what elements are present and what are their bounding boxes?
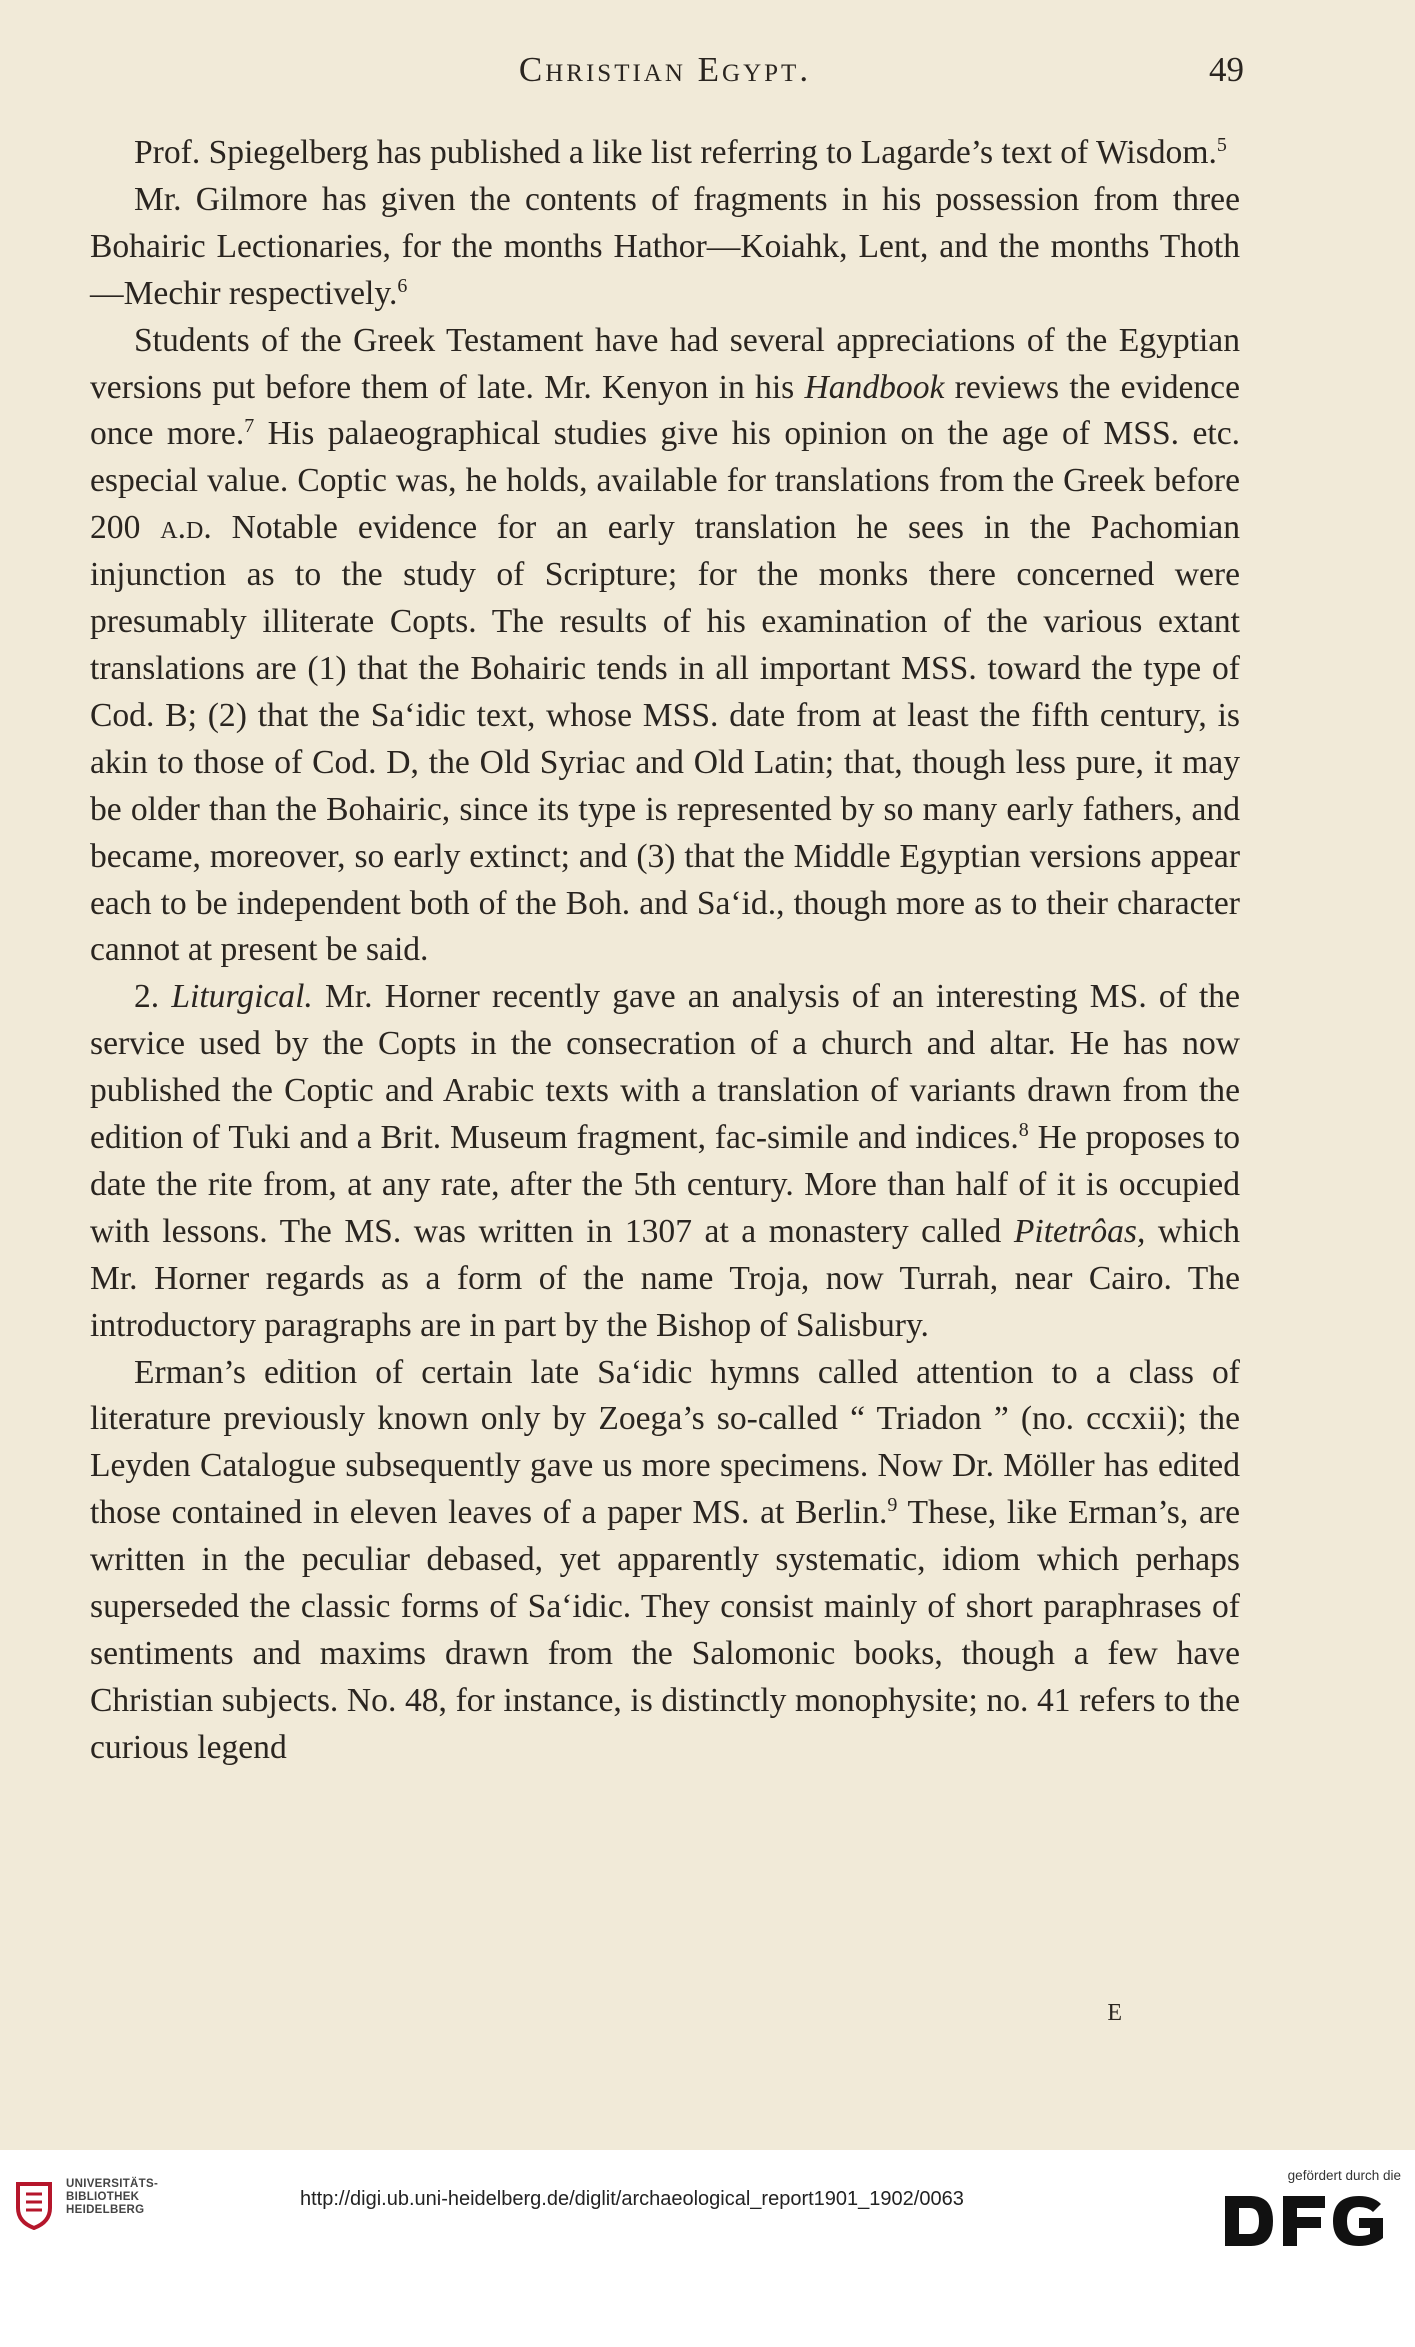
library-name <box>66 2178 196 2217</box>
paragraph-text: His palaeographical studies give his opinion on the age of MSS. etc. especial value. Coptic was, he holds, available for translations from the Greek before 200 <box>90 415 1240 547</box>
paragraph-text: Notable evidence for an early translation he sees in the Pachomian injunction as to the study of Scripture; for the monks there concerned were presumably illiterate Copts. The results of his examination of the various extant translations are (1) that the Bohairic tends in all important MSS. toward the type of Cod. B; (2) that the Sa‘idic text, whose MSS. date from at least the fifth century, is akin to those of Cod. D, the Old Syriac and Old Latin; that, though less pure, it may be older than the Bohairic, since its type is represented by so many early fathers, and became, moreover, so early extinct; and (3) that the Middle Egyptian versions appear each to be independent both of the Boh. and Sa‘id., though more as to their character cannot at present be said. <box>90 509 1241 969</box>
footnote-ref: 8 <box>1018 1119 1029 1142</box>
library-name-line: BIBLIOTHEK <box>66 2191 140 2203</box>
dfg-logo-icon <box>1221 2190 1401 2252</box>
page-number: 49 <box>1209 50 1244 89</box>
signature-mark: E <box>1107 2000 1123 2026</box>
italic-place-name: Pitetrôas, <box>1013 1212 1146 1250</box>
paragraph-text: Prof. Spiegelberg has published a like list referring to Lagarde’s text of Wisdom. <box>134 134 1217 171</box>
running-head <box>90 50 1244 106</box>
paragraph-greek-testament <box>90 318 1240 975</box>
paragraph-text: which Mr. Horner regards as a form of the name Troja, now Turrah, near Cairo. The introductory paragraphs are in part by the Bishop of Salisbury. <box>90 1212 1240 1344</box>
paragraph-text: Erman’s edition of certain late Sa‘idic hymns called attention to a class of literature previously known only by Zoega’s so-called “ Triadon ” (no. cccxii); the Leyden Catalogue subsequently gave us more specimens. Now Dr. Möller has edited those contained in eleven leaves of a paper MS. at Berlin. <box>90 1353 1240 1532</box>
section-heading: Liturgical. <box>171 978 313 1016</box>
section-number: 2. <box>134 978 172 1016</box>
paragraph-text: He proposes to date the rite from, at any rate, after the 5th century. More than half of it is occupied with lessons. The MS. was written in 1307 at a monastery called <box>90 1119 1240 1250</box>
dfg-logo <box>1201 2190 1401 2254</box>
paragraph-text: Students of the Greek Testament have had several appreciations of the Egyptian versions put before them of late. Mr. Kenyon in his <box>90 321 1240 406</box>
library-name-line: HEIDELBERG <box>66 2204 145 2216</box>
library-name-line: UNIVERSITÄTS- <box>66 2178 159 2190</box>
era-abbreviation: a.d. <box>160 509 212 547</box>
funder-caption: gefördert durch die <box>1287 2168 1401 2183</box>
library-seal-icon <box>12 2178 56 2230</box>
paragraph-text: reviews the evidence once more. <box>90 368 1240 453</box>
paragraph-text: Mr. Gilmore has given the contents of fragments in his possession from three Bohairic Lectionaries, for the months Hathor—Koiahk, Lent, and the months Thoth—Mechir respectively. <box>90 180 1240 312</box>
funder-block <box>1201 2168 1401 2268</box>
paragraph-gilmore <box>90 177 1240 318</box>
footnote-ref: 9 <box>887 1494 898 1517</box>
source-url-link[interactable]: http://digi.ub.uni-heidelberg.de/diglit/archaeological_report1901_1902/0063 <box>300 2188 964 2210</box>
footnote-ref: 7 <box>244 415 255 438</box>
digitization-footer <box>0 2150 1415 2347</box>
footnote-ref: 6 <box>397 274 408 297</box>
university-library-logo <box>12 2178 182 2248</box>
paragraph-liturgical <box>90 974 1240 1349</box>
paragraph-spiegelberg <box>90 130 1240 177</box>
italic-title: Handbook <box>804 368 945 406</box>
paragraph-text: Mr. Horner recently gave an analysis of an interesting MS. of the service used by the Copts in the consecration of a church and altar. He has now published the Coptic and Arabic texts with a translation of variants drawn from the edition of Tuki and a Brit. Museum fragment, fac-simile and indices. <box>90 978 1240 1157</box>
paragraph-text: These, like Erman’s, are written in the peculiar debased, yet apparently systematic, idiom which perhaps superseded the classic forms of Sa‘idic. They consist mainly of short paraphrases of sentiments and maxims drawn from the Salomonic books, though a few have Christian subjects. No. 48, for instance, is distinctly monophysite; no. 41 refers to the curious legend <box>90 1494 1240 1766</box>
footnote-ref: 5 <box>1216 134 1227 156</box>
paragraph-erman <box>90 1350 1240 1772</box>
running-title: Christian Egypt. <box>518 50 812 89</box>
body-text <box>90 130 1240 1772</box>
